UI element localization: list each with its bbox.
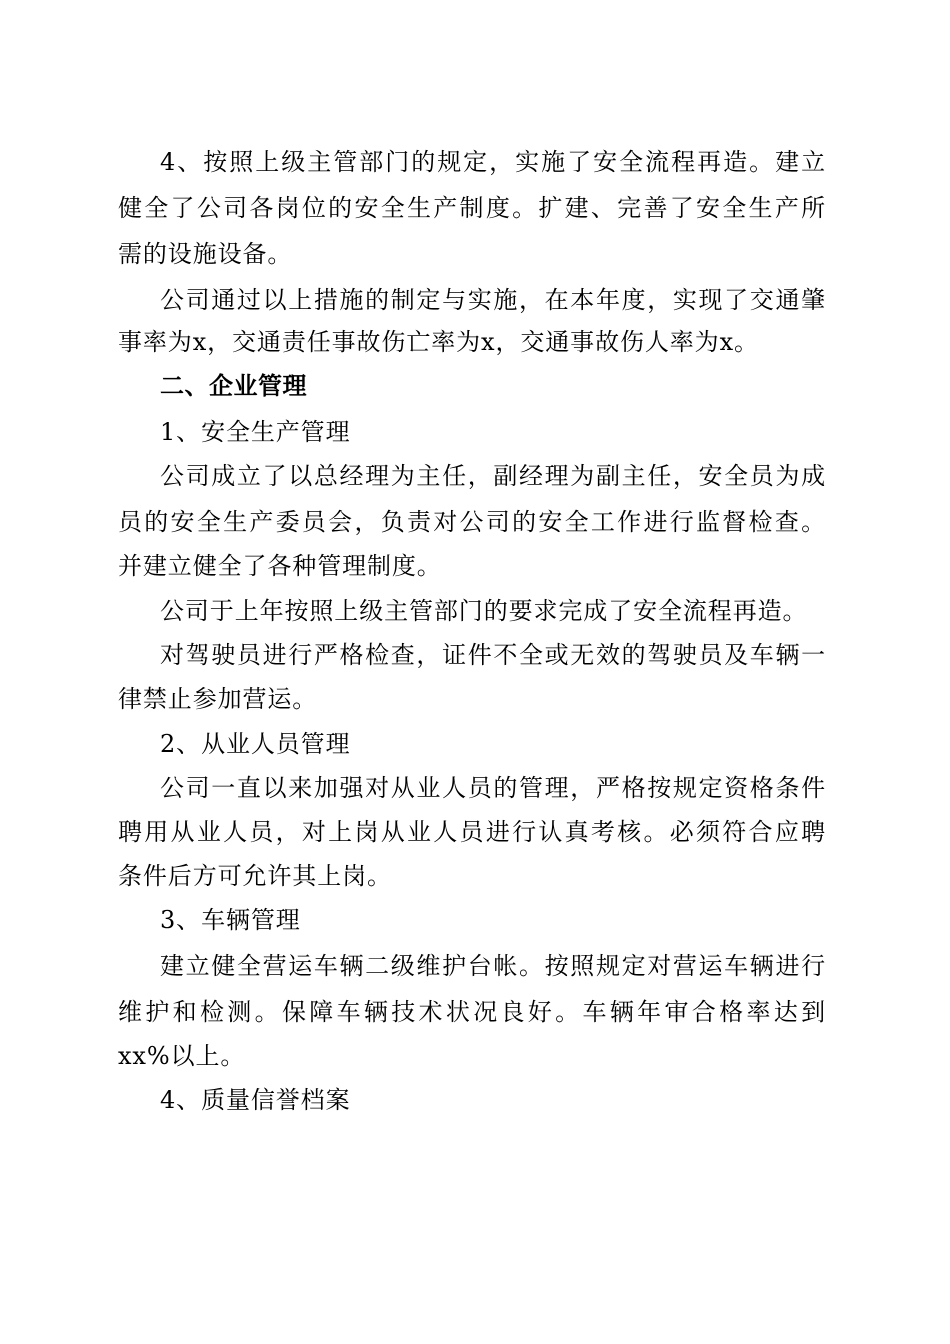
subsection-title: 3、车辆管理 — [160, 906, 301, 934]
paragraph-line: 员的安全生产委员会，负责对公司的安全工作进行监督检查。 — [118, 508, 826, 536]
paragraph-line: 维护和检测。保障车辆技术状况良好。车辆年审合格率达到 — [118, 998, 826, 1026]
paragraph-line: 公司通过以上措施的制定与实施，在本年度，实现了交通肇 — [160, 286, 826, 314]
paragraph-line: 并建立健全了各种管理制度。 — [118, 552, 442, 580]
paragraph-line: 需的设施设备。 — [118, 240, 293, 268]
paragraph-line: 4、按照上级主管部门的规定，实施了安全流程再造。建立 — [160, 148, 826, 176]
paragraph-line: 聘用从业人员，对上岗从业人员进行认真考核。必须符合应聘 — [118, 818, 826, 846]
paragraph-line: 律禁止参加营运。 — [118, 685, 318, 713]
subsection-title: 1、安全生产管理 — [160, 418, 351, 446]
subsection-title: 2、从业人员管理 — [160, 730, 351, 758]
paragraph-line: 公司一直以来加强对从业人员的管理，严格按规定资格条件 — [160, 774, 826, 802]
paragraph-line: 条件后方可允许其上岗。 — [118, 862, 392, 890]
paragraph-line: 公司成立了以总经理为主任，副经理为副主任，安全员为成 — [160, 462, 826, 490]
paragraph-line: 健全了公司各岗位的安全生产制度。扩建、完善了安全生产所 — [118, 194, 826, 222]
subsection-title: 4、质量信誉档案 — [160, 1086, 351, 1114]
paragraph-line: 事率为x，交通责任事故伤亡率为x，交通事故伤人率为x。 — [118, 328, 759, 356]
paragraph-line: 建立健全营运车辆二级维护台帐。按照规定对营运车辆进行 — [160, 952, 826, 980]
paragraph-line: xx%以上。 — [118, 1042, 246, 1070]
section-heading: 二、企业管理 — [160, 372, 307, 400]
paragraph-line: 公司于上年按照上级主管部门的要求完成了安全流程再造。 — [160, 597, 808, 625]
paragraph-line: 对驾驶员进行严格检查，证件不全或无效的驾驶员及车辆一 — [160, 641, 826, 669]
